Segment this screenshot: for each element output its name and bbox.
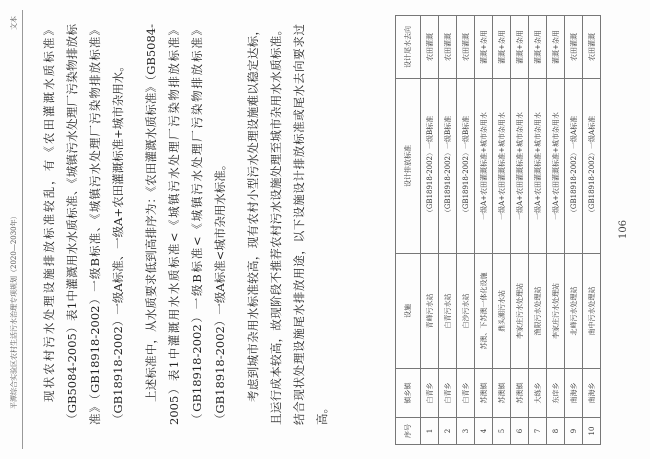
table-cell: （GB18918-2002）一级A标准 [565, 79, 583, 254]
table-cell: 白青乡 [439, 369, 457, 418]
table-cell: 6 [511, 418, 529, 445]
table-cell: 一级A+农田灌溉标准+城市杂用水 [511, 79, 529, 254]
header-section-label: 文本 [10, 16, 18, 30]
page-header [6, 10, 23, 449]
page-number: 106 [618, 219, 629, 240]
facility-standards-table [395, 15, 601, 445]
table-cell: 大练乡 [529, 369, 547, 418]
table-cell: 灌溉+杂用 [547, 16, 565, 79]
table-cell: 农田灌溉 [421, 16, 439, 79]
table-cell: 农田灌溉 [565, 16, 583, 79]
table-cell: 苏澳镇 [511, 369, 529, 418]
table-cell: 灌溉+杂用 [475, 16, 493, 79]
table-row [457, 16, 475, 445]
table-row [547, 16, 565, 445]
table-cell: 9 [565, 418, 583, 445]
column-header: 镇乡镇 [396, 369, 421, 418]
table-cell: 农田灌溉 [583, 16, 601, 79]
header-title: 平潭综合实验区农村生活污水治理专项规划（2020—2030年） [10, 212, 18, 409]
table-cell: 1 [421, 418, 439, 445]
paragraph: 上述标准中，从水质要求低到高排序为：《农田灌溉水质标准》（GB5084-2005）表1中灌溉用水水质标准<《城镇污水处理厂污染物排放标准》（GB18918-2002）一级B标准<《城镇污水处理厂污染物排放标准》（GB18918-2002）一级A标准<城市杂用水标准。 [144, 24, 227, 425]
table-cell: 灌溉+杂用 [511, 16, 529, 79]
table-row [475, 16, 493, 445]
table-cell: 青峰污水站 [421, 254, 439, 369]
table-cell: 李家庄污水处理站 [547, 254, 565, 369]
table-cell: 农田灌溉 [457, 16, 475, 79]
table-header-row [396, 16, 421, 445]
paragraph: 考虑到城市杂用水标准较高，现有农村小型污水处理设施难以稳定达标，且运行成本较高，故现阶段不推荐农村污水设施处理至城市杂用水水质标准。结合现状处理设施尾水排放用途，以下设施设计排放标准或尾水去向要求过高。 [246, 24, 329, 425]
table-cell: 10 [583, 418, 601, 445]
table-row [583, 16, 601, 445]
column-header: 设施 [396, 254, 421, 369]
table-row [529, 16, 547, 445]
table-cell: 渔限污水处理站 [529, 254, 547, 369]
table-cell: 苏澳镇 [493, 369, 511, 418]
table-cell: 苏澳镇 [475, 369, 493, 418]
table-cell: 5 [493, 418, 511, 445]
table-row [421, 16, 439, 445]
table-row [565, 16, 583, 445]
table-cell: 一级A+农田灌溉标准+城市杂用水 [547, 79, 565, 254]
table-cell: 7 [529, 418, 547, 445]
table-cell: 李家庄污水处理站 [511, 254, 529, 369]
table-cell: 南海乡 [565, 369, 583, 418]
table-cell: 2 [439, 418, 457, 445]
table-cell: 8 [547, 418, 565, 445]
table-cell: 南海乡 [583, 369, 601, 418]
table-cell: （GB18918-2002）一级B标准 [421, 79, 439, 254]
table-cell: 白青污水站 [439, 254, 457, 369]
table-cell: 南中污水处理站 [583, 254, 601, 369]
table-cell: （GB18918-2002）一级B标准 [439, 79, 457, 254]
column-header: 设计尾水去向 [396, 16, 421, 79]
table-cell: 3 [457, 418, 475, 445]
paragraph: 现状农村污水处理设施排放标准较乱，有《农田灌溉水质标准》（GB5084-2005）表1中灌溉用水水质标准、《城镇污水处理厂污染物排放标准》（GB18918-2002）一级B标准、《城镇污水处理厂污染物排放标准》（GB18918-2002）一级A标准、一级A+农田灌溉标准+城市杂用水。 [42, 24, 125, 425]
table-cell: 灌溉+杂用 [493, 16, 511, 79]
table-cell: （GB18918-2002）一级A标准 [583, 79, 601, 254]
table-cell: 灌溉+杂用 [529, 16, 547, 79]
column-header: 设计排放标准 [396, 79, 421, 254]
table-cell: 4 [475, 418, 493, 445]
table-cell: 苏澳、下苏澳一体化设施 [475, 254, 493, 369]
table-cell: 一级A+农田灌溉标准+城市杂用水 [493, 79, 511, 254]
table-cell: 白沙污水站 [457, 254, 475, 369]
table-cell: 鼎头潮污水站 [493, 254, 511, 369]
table-cell: 一级A+农田灌溉标准+城市杂用水 [475, 79, 493, 254]
table-cell: 农田灌溉 [439, 16, 457, 79]
table-row [439, 16, 457, 445]
table-cell: 东庠乡 [547, 369, 565, 418]
body-text [38, 24, 344, 425]
table-cell: 北峰污水处理站 [565, 254, 583, 369]
table-row [493, 16, 511, 445]
table-cell: 白青乡 [457, 369, 475, 418]
column-header: 序号 [396, 418, 421, 445]
table-cell: 白青乡 [421, 369, 439, 418]
table-cell: 一级A+农田灌溉标准+城市杂用水 [529, 79, 547, 254]
table-cell: （GB18918-2002）一级B标准 [457, 79, 475, 254]
table-row [511, 16, 529, 445]
